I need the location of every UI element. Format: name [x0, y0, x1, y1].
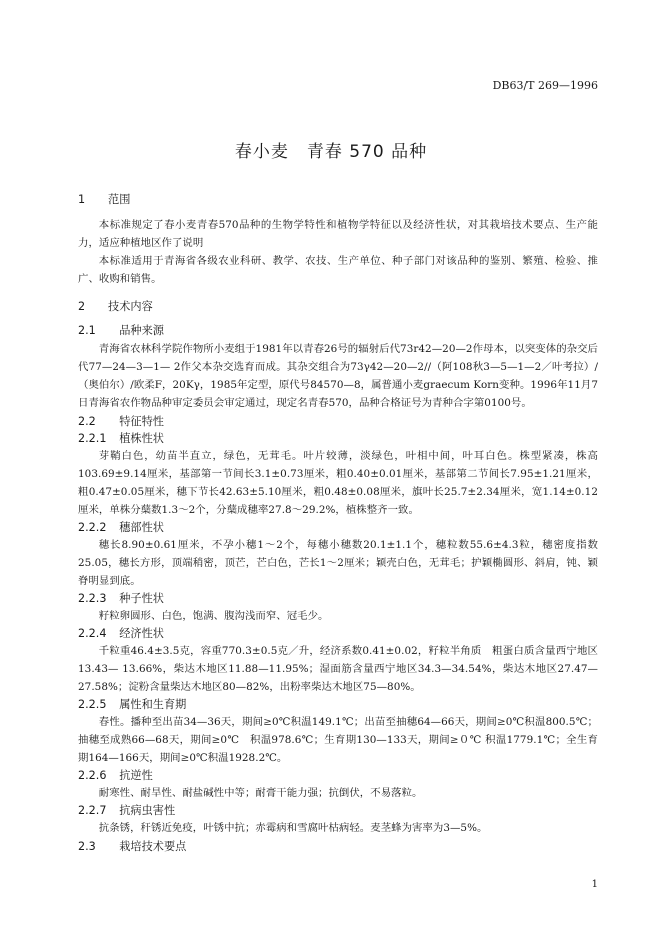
page-number: 1 — [591, 879, 598, 890]
paragraph-growth: 春性。播种至出苗34—36天，期间≥0℃积温149.1℃；出苗至抽穗64—66天，期间≥0℃积温800.5℃；抽穗至成熟66—68天，期间≥0℃ 积温978.6℃；生育期130—133天，期间≥０℃ 积温1779.1℃；全生育期164—166天，期间≥0℃积温1928.2℃。 — [78, 716, 598, 764]
section-heading-2-2-7: 2.2.7 抗病虫害性 — [78, 804, 176, 817]
page-title: 春小麦 青春 570 品种 — [234, 142, 428, 162]
section-heading-2: 2 技术内容 — [78, 300, 153, 313]
section-heading-2-2-2: 2.2.2 穗部性状 — [78, 521, 164, 534]
paragraph-scope-1: 本标准规定了春小麦青春570品种的生物学特性和植物学特征以及经济性状，对其栽培技术要点、生产能力，适应种植地区作了说明 — [78, 219, 598, 249]
paragraph-origin: 青海省农林科学院作物所小麦组于1981年以青春26号的辐射后代73r42—20—2作母本，以突变体的杂交后代77—24—3—1— 2作父本杂交选育而成。其杂交组合为73γ42—20—2//（阿108秋3—5—1—2／叶考拉）/（奥伯尔）/欧柔F，20Kγ，1985年定型，原代号84570—8，属普通小麦graecum Korn变种。1996年11月7日青海省农作物品种审定委员会审定通过，现定名青春570，品种合格证号为青种合字第0100号。 — [78, 343, 598, 409]
section-heading-2-2-6: 2.2.6 抗逆性 — [78, 769, 153, 782]
section-heading-2-2-1: 2.2.1 植株性状 — [78, 432, 164, 445]
paragraph-economic: 千粒重46.4±3.5克，容重770.3±0.5克／升，经济系数0.41±0.02，籽粒半角质 粗蛋白质含量西宁地区13.43— 13.66%，柴达木地区11.88—11.95%；湿面筋含量西宁地区34.3—34.54%，柴达木地区27.47—27.58%；淀粉含量柴达木地区80—82%，出粉率柴达木地区75—80%。 — [78, 645, 598, 693]
paragraph-plant: 芽鞘白色，幼苗半直立，绿色，无茸毛。叶片较薄，淡绿色，叶相中间，叶耳白色。株型紧凑，株高103.69±9.14厘米，基部第一节间长3.1±0.73厘米，粗0.40±0.01厘米，基部第二节间长7.95±1.21厘米，粗0.47±0.05厘米，穗下节长42.63±5.10厘米，粗0.48±0.08厘米，旗叶长25.7±2.34厘米，宽1.14±0.12厘米，单株分蘖数1.3～2个，分蘖成穗率27.8～29.2%，植株整齐一致。 — [78, 450, 598, 516]
document-body — [78, 192, 598, 856]
standard-number: DB63/T 269—1996 — [492, 79, 598, 92]
section-heading-2-1: 2.1 品种来源 — [78, 324, 164, 337]
section-heading-1: 1 范围 — [78, 193, 131, 206]
paragraph-spike: 穗长8.90±0.61厘米，不孕小穗1～2个，每穗小穗数20.1±1.1个，穗粒数55.6±4.3粒，穗密度指数25.05，穗长方形，顶端稍密，顶芒，芒白色，芒长1～2厘米；颖壳白色，无茸毛；护颖椭圆形、斜肩，钝、颖脊明显到底。 — [78, 539, 598, 587]
paragraph-scope-2: 本标准适用于青海省各级农业科研、教学、农技、生产单位、种子部门对该品种的鉴别、繁殖、检验、推广、收购和销售。 — [78, 255, 598, 285]
paragraph-seed: 籽粒卵圆形、白色，饱满、腹沟浅而窄、冠毛少。 — [98, 610, 329, 622]
section-heading-2-2-3: 2.2.3 种子性状 — [78, 592, 164, 605]
section-heading-2-2: 2.2 特征特性 — [78, 415, 164, 428]
paragraph-resistance: 耐寒性、耐旱性、耐盐碱性中等；耐膏干能力强；抗倒伏，不易落粒。 — [98, 787, 423, 799]
section-heading-2-2-5: 2.2.5 属性和生育期 — [78, 698, 187, 711]
paragraph-disease: 抗条锈，秆锈近免疫，叶锈中抗；赤霉病和雪腐叶枯病轻。麦茎蜂为害率为3—5%。 — [98, 822, 488, 834]
section-heading-2-2-4: 2.2.4 经济性状 — [78, 627, 164, 640]
section-heading-2-3: 2.3 栽培技术要点 — [78, 840, 187, 853]
